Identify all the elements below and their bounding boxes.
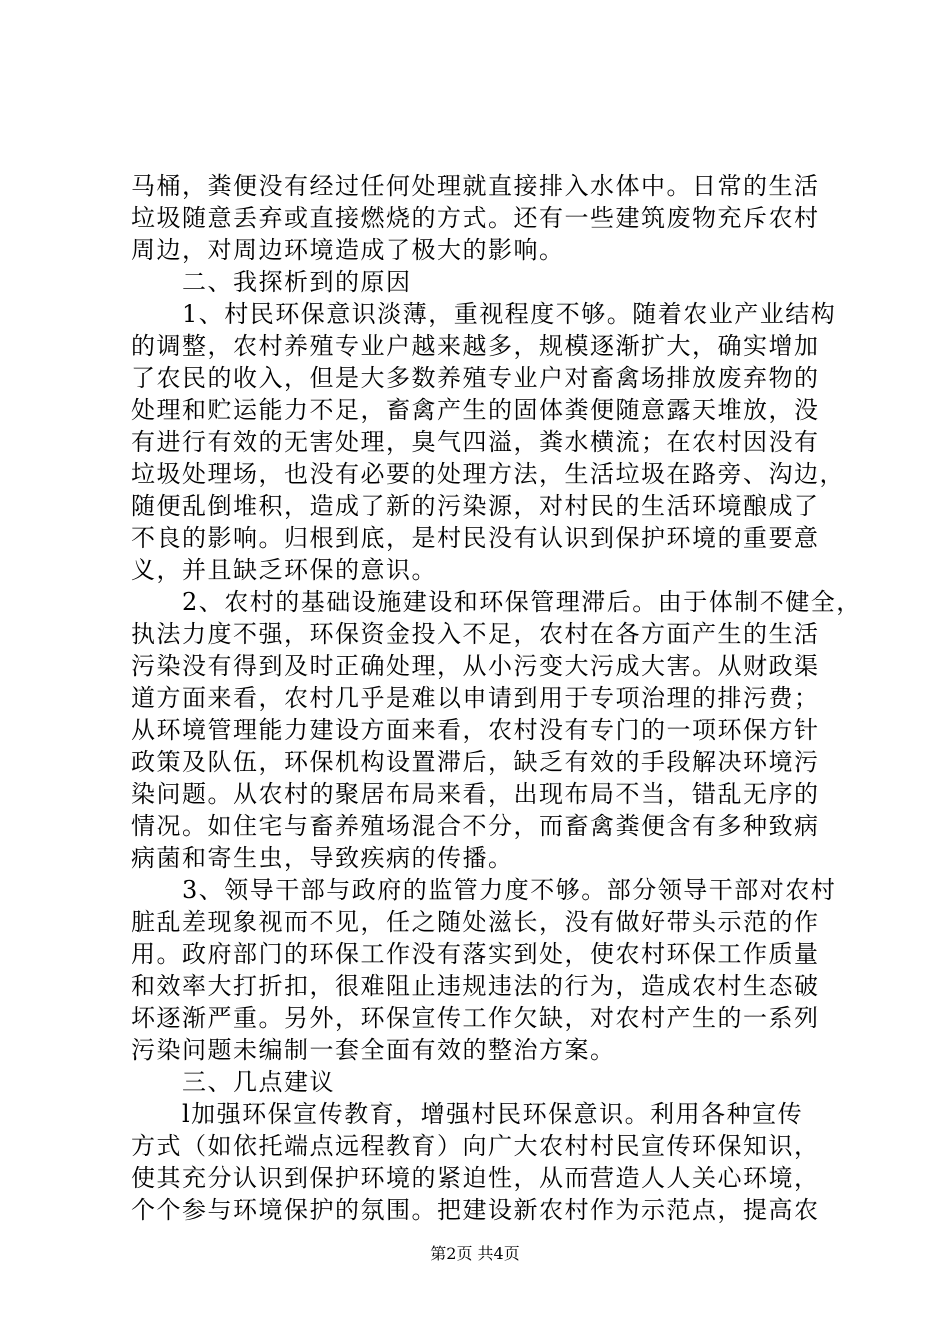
text-line: 义，并且缺乏环保的意识。 xyxy=(131,556,437,584)
text-line: 不良的影响。归根到底，是村民没有认识到保护环境的重要意 xyxy=(131,524,820,552)
text-line: 情况。如住宅与畜养殖场混合不分，而畜禽粪便含有多种致病 xyxy=(131,812,820,840)
page-number-label: 第2页 共4页 xyxy=(430,1244,520,1263)
text-line: 垃圾处理场，也没有必要的处理方法，生活垃圾在路旁、沟边， xyxy=(131,460,845,488)
text-line: 和效率大打折扣，很难阻止违规违法的行为，造成农村生态破 xyxy=(131,972,820,1000)
text-line: 病菌和寄生虫，导致疾病的传播。 xyxy=(131,844,514,872)
section-heading: 二、我探析到的原因 xyxy=(131,268,412,296)
text-line: 2、农村的基础设施建设和环保管理滞后。由于体制不健全， xyxy=(131,588,862,616)
text-line: 方式（如依托端点远程教育）向广大农村村民宣传环保知识， xyxy=(131,1132,820,1160)
text-line: 有进行有效的无害处理，臭气四溢，粪水横流；在农村因没有 xyxy=(131,428,820,456)
text-line: l加强环保宣传教育，增强村民环保意识。利用各种宣传 xyxy=(131,1100,804,1128)
text-line: 马桶，粪便没有经过任何处理就直接排入水体中。日常的生活 xyxy=(131,172,820,200)
text-line: 个个参与环境保护的氛围。把建设新农村作为示范点，提高农 xyxy=(131,1196,820,1224)
text-line: 处理和贮运能力不足，畜禽产生的固体粪便随意露天堆放，没 xyxy=(131,396,820,424)
text-line: 周边，对周边环境造成了极大的影响。 xyxy=(131,236,565,264)
text-line: 用。政府部门的环保工作没有落实到处，使农村环保工作质量 xyxy=(131,940,820,968)
text-line: 道方面来看，农村几乎是难以申请到用于专项治理的排污费； xyxy=(131,684,820,712)
text-line: 污染没有得到及时正确处理，从小污变大污成大害。从财政渠 xyxy=(131,652,820,680)
document-body xyxy=(131,170,862,1226)
text-line: 3、领导干部与政府的监管力度不够。部分领导干部对农村 xyxy=(131,876,837,904)
section-heading: 三、几点建议 xyxy=(131,1068,335,1096)
text-line: 随便乱倒堆积，造成了新的污染源，对村民的生活环境酿成了 xyxy=(131,492,820,520)
text-line: 使其充分认识到保护环境的紧迫性，从而营造人人关心环境， xyxy=(131,1164,820,1192)
text-line: 执法力度不强，环保资金投入不足，农村在各方面产生的生活 xyxy=(131,620,820,648)
text-line: 从环境管理能力建设方面来看，农村没有专门的一项环保方针 xyxy=(131,716,820,744)
text-line: 1、村民环保意识淡薄，重视程度不够。随着农业产业结构 xyxy=(131,300,837,328)
text-line: 染问题。从农村的聚居布局来看，出现布局不当，错乱无序的 xyxy=(131,780,820,808)
text-line: 政策及队伍，环保机构设置滞后，缺乏有效的手段解决环境污 xyxy=(131,748,820,776)
text-line: 污染问题未编制一套全面有效的整治方案。 xyxy=(131,1036,616,1064)
text-line: 了农民的收入，但是大多数养殖专业户对畜禽场排放废弃物的 xyxy=(131,364,820,392)
page-footer xyxy=(0,1244,950,1264)
text-line: 坏逐渐严重。另外，环保宣传工作欠缺，对农村产生的一系列 xyxy=(131,1004,820,1032)
text-line: 脏乱差现象视而不见，任之随处滋长，没有做好带头示范的作 xyxy=(131,908,820,936)
text-line: 的调整，农村养殖专业户越来越多，规模逐渐扩大，确实增加 xyxy=(131,332,820,360)
text-line: 垃圾随意丢弃或直接燃烧的方式。还有一些建筑废物充斥农村 xyxy=(131,204,820,232)
